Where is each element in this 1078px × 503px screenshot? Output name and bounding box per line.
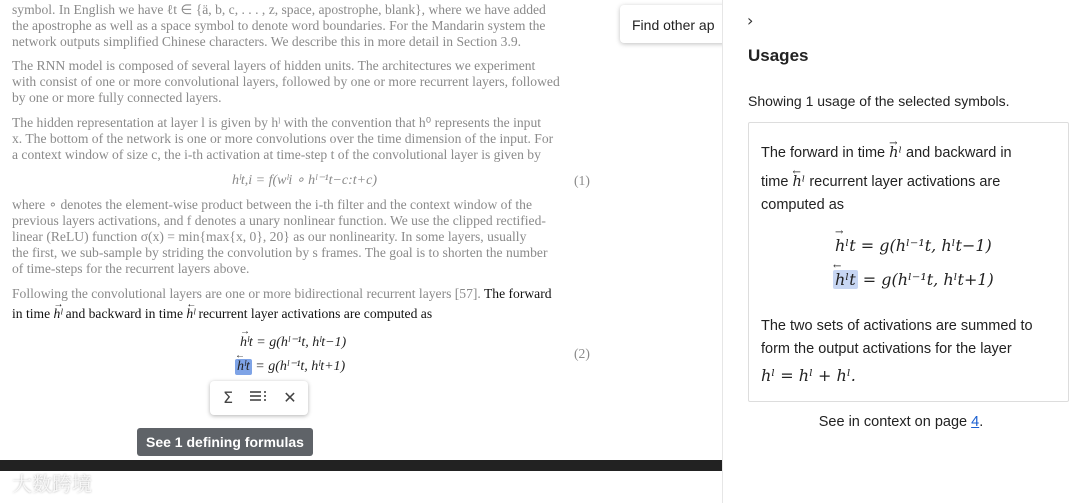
see-prefix: See in context on page xyxy=(818,414,972,430)
text-line: by one or more fully connected layers. xyxy=(12,90,222,105)
card-line xyxy=(761,141,1056,165)
card-line: form the output activations for the layer xyxy=(761,341,1012,357)
see-suffix: . xyxy=(979,414,984,430)
usages-sidebar xyxy=(722,0,1078,503)
card-line xyxy=(761,170,1056,194)
text-span: recurrent layer activations are computed as xyxy=(198,306,433,321)
equation-rhs: = g(hˡ⁻¹t, hˡt+1) xyxy=(255,359,346,374)
text-span: time xyxy=(761,174,789,190)
text-line: The hidden representation at layer l is given by hˡ with the convention that h⁰ represents the input xyxy=(12,115,542,130)
equation-rhs: = g(hˡ⁻¹t, hˡt+1) xyxy=(862,270,994,289)
equation-2a[interactable] xyxy=(240,334,346,351)
equation-rhs: = g(hˡ⁻¹t, hˡt−1) xyxy=(256,335,347,350)
text-line: linear (ReLU) function σ(x) = min{max{x, 0}, 20} as our nonlinearity. In some layers, usually xyxy=(12,229,527,244)
text-span: recurrent layer activations are xyxy=(809,174,1001,190)
text-span: in time xyxy=(12,306,51,321)
symbol-toolbar xyxy=(210,381,308,415)
equation-1-number: (1) xyxy=(574,173,590,188)
list-icon-glyph xyxy=(249,389,267,403)
text-line: The RNN model is composed of several layers of hidden units. The architectures we experiment xyxy=(12,58,536,73)
usage-card xyxy=(748,122,1069,402)
card-line: The two sets of activations are summed to xyxy=(761,318,1033,334)
text-line: with consist of one or more convolutional layers, followed by one or more recurrent layers, followed xyxy=(12,74,560,89)
find-other-label: Find other ap xyxy=(632,17,715,33)
text-line: of time-steps for the recurrent layers above. xyxy=(12,261,250,276)
equation-2b[interactable] xyxy=(235,358,345,375)
highlighted-symbol[interactable]: ← hˡt xyxy=(235,359,252,375)
equation-2-number: (2) xyxy=(574,346,590,361)
tooltip: See 1 defining formulas xyxy=(137,428,313,456)
card-equation-3: hˡ = hˡ + hˡ. xyxy=(761,366,856,385)
list-icon[interactable] xyxy=(248,388,268,408)
paragraph-5 xyxy=(12,286,592,322)
sidebar-title: Usages xyxy=(748,46,809,65)
text-line: network outputs simplified Chinese characters. We describe this in more detail in Section 3.9. xyxy=(12,34,522,49)
bottom-bar xyxy=(0,460,722,471)
paragraph-3 xyxy=(12,115,592,163)
text-span: The forward xyxy=(483,286,552,301)
text-span: The forward in time xyxy=(761,145,886,161)
sigma-icon[interactable]: Σ xyxy=(222,388,234,407)
text-line: symbol. In English we have ℓt ∈ {ä, b, c, . . . , z, space, apostrophe, blank}, where we have added xyxy=(12,2,546,17)
card-equation-2 xyxy=(833,270,994,289)
highlighted-symbol: ← hˡt xyxy=(833,270,858,289)
forward-symbol[interactable]: → hˡ xyxy=(54,306,63,322)
text-line: the apostrophe as well as a space symbol to denote word boundaries. For the Mandarin system the xyxy=(12,18,546,33)
text-span: Following the convolutional layers are one or more bidirectional recurrent layers [57]. xyxy=(12,286,481,301)
watermark: 大数跨境 xyxy=(12,472,92,496)
close-icon[interactable]: ✕ xyxy=(283,388,297,407)
text-line: the first, we sub-sample by striding the convolution by s frames. The goal is to shorten the number xyxy=(12,245,548,260)
text-span: and backward in xyxy=(906,145,1012,161)
card-line: computed as xyxy=(761,197,845,213)
text-line: where ∘ denotes the element-wise product between the i-th filter and the context window of the xyxy=(12,197,532,212)
equation-symbol: → hˡt xyxy=(835,236,856,255)
backward-symbol: ← hˡ xyxy=(792,170,805,194)
paragraph-2 xyxy=(12,58,592,106)
equation-symbol[interactable]: → hˡt xyxy=(240,335,253,351)
paragraph-4 xyxy=(12,197,592,277)
text-line: x. The bottom of the network is one or more convolutions over the time dimension of the input. For xyxy=(12,131,554,146)
forward-symbol: → hˡ xyxy=(889,141,902,165)
sidebar-subtitle: Showing 1 usage of the selected symbols. xyxy=(748,93,1010,109)
text-line: a context window of size c, the i-th activation at time-step t of the convolutional layer is given by xyxy=(12,147,541,162)
see-in-context xyxy=(723,414,1078,430)
equation-rhs: = g(hˡ⁻¹t, hˡt−1) xyxy=(860,236,992,255)
equation-1[interactable]: hˡt,i = f(wˡi ∘ hˡ⁻¹t−c:t+c) xyxy=(232,173,378,188)
card-equation-1 xyxy=(835,236,992,255)
text-span: and backward in time xyxy=(65,306,184,321)
backward-symbol[interactable]: ← hˡ xyxy=(186,306,195,322)
page-link[interactable]: 4 xyxy=(971,414,980,430)
paragraph-1 xyxy=(12,2,592,50)
chevron-right-icon[interactable]: › xyxy=(747,11,754,30)
text-line: previous layers activations, and f denotes a unary nonlinear function. We use the clipped rectified- xyxy=(12,213,546,228)
